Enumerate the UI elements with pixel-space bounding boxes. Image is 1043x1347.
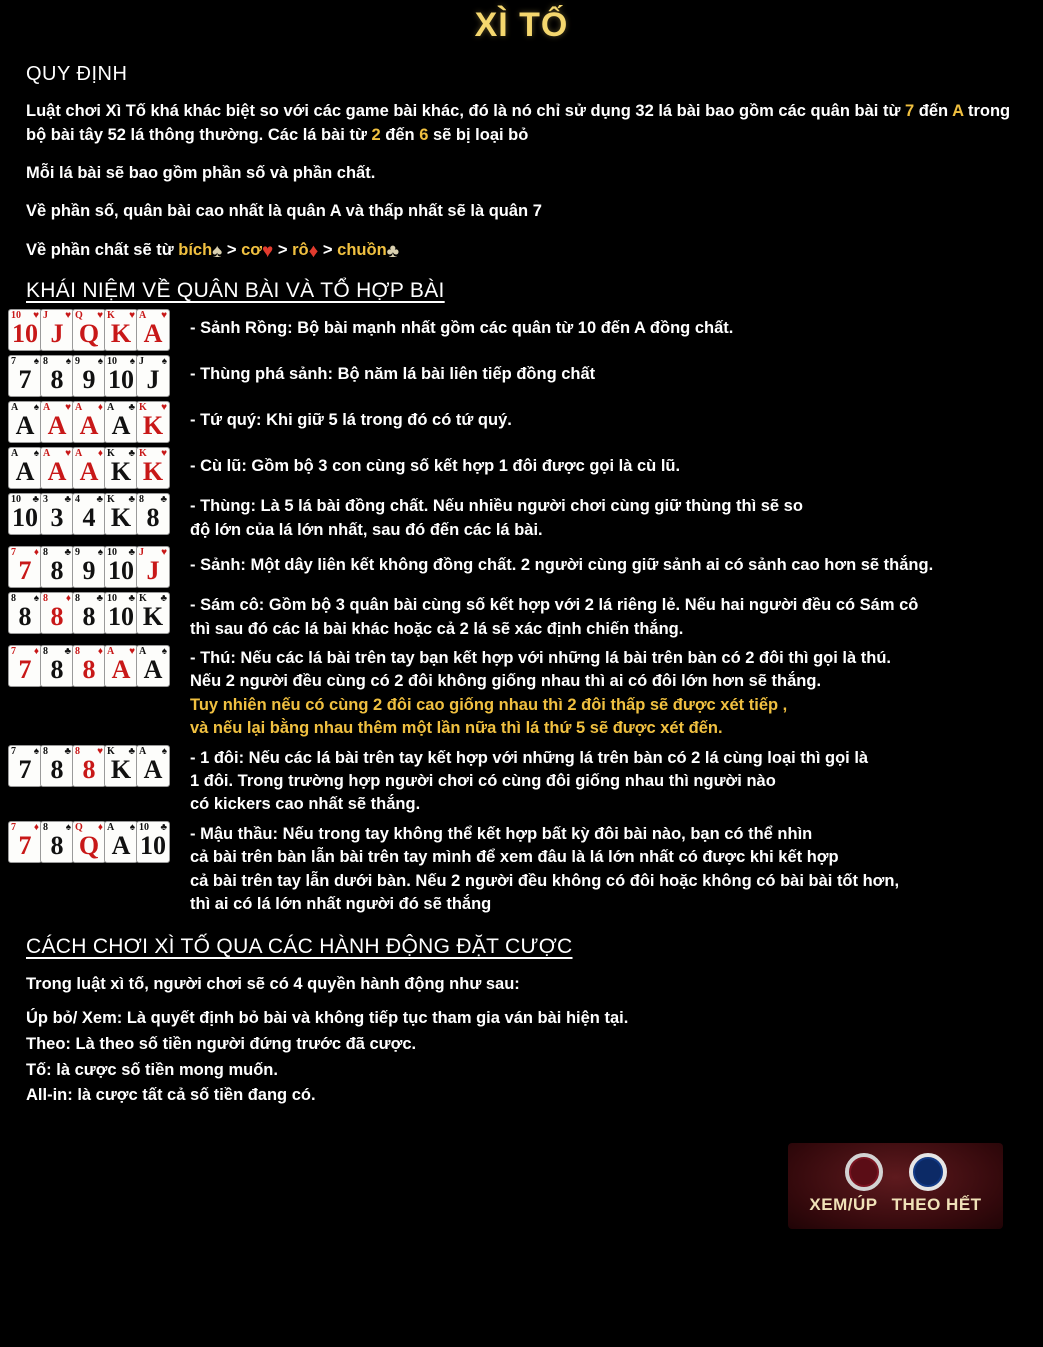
card-rank: A bbox=[107, 645, 115, 657]
playing-card bbox=[72, 592, 106, 634]
playing-card bbox=[136, 592, 170, 634]
card-rank: 10 bbox=[11, 310, 21, 322]
hands-heading: KHÁI NIỆM VỀ QUÂN BÀI VÀ TỔ HỢP BÀI bbox=[26, 279, 445, 303]
rules-paragraph-3: Về phần số, quân bài cao nhất là quân A và thấp nhất sẽ là quân 7 bbox=[26, 201, 542, 220]
hand-cards-mot-doi bbox=[8, 745, 188, 787]
hand-row-thu-hai-doi bbox=[8, 645, 1043, 741]
suit-name-clubs: chuồn bbox=[337, 240, 387, 259]
card-rank-large: 10 bbox=[140, 830, 166, 860]
rules-p1-ace: A bbox=[952, 102, 964, 120]
playing-card bbox=[40, 745, 74, 787]
betting-heading: CÁCH CHƠI XÌ TỐ QUA CÁC HÀNH ĐỘNG ĐẶT CƯỢC bbox=[26, 934, 573, 958]
playing-card bbox=[8, 821, 42, 863]
card-rank: Q bbox=[75, 821, 83, 833]
card-suit-icon: ♣ bbox=[128, 547, 135, 559]
card-rank: A bbox=[75, 448, 83, 460]
card-rank-large: 8 bbox=[50, 754, 64, 784]
playing-card bbox=[40, 355, 74, 397]
card-suit-icon: ♥ bbox=[129, 645, 135, 657]
card-rank: A bbox=[139, 645, 147, 657]
hand-description-line: 1 đôi. Trong trường hợp người chơi có cùng đôi giống nhau thì người nào bbox=[190, 772, 776, 791]
playing-card bbox=[104, 645, 138, 687]
card-suit-icon: ♥ bbox=[161, 448, 167, 460]
hand-description-line: độ lớn của lá lớn nhất, sau đó đến các lá bài. bbox=[190, 520, 543, 539]
betting-intro: Trong luật xì tố, người chơi sẽ có 4 quyền hành động như sau: bbox=[26, 974, 520, 993]
card-rank: 7 bbox=[11, 547, 16, 559]
playing-card bbox=[136, 309, 170, 351]
playing-card bbox=[136, 355, 170, 397]
hand-description-thung bbox=[190, 493, 803, 542]
card-rank: J bbox=[139, 547, 144, 559]
card-rank-large: 8 bbox=[82, 654, 96, 684]
hand-cards-thung-pha-sanh bbox=[8, 355, 188, 397]
hand-description-line: cả bài trên bàn lẫn bài trên tay mình để xem đâu là lá lớn nhất có được khi kết hợp bbox=[190, 848, 839, 867]
card-rank-large: A bbox=[111, 830, 131, 860]
hand-description-line: - Thú: Nếu các lá bài trên tay bạn kết hợp với những lá bài trên bàn có 2 đôi thì gọi là thú. bbox=[190, 648, 891, 667]
card-suit-icon: ♠ bbox=[129, 356, 135, 368]
card-suit-icon: ♣ bbox=[64, 547, 71, 559]
card-rank: K bbox=[139, 448, 147, 460]
playing-card bbox=[136, 821, 170, 863]
playing-card bbox=[8, 745, 42, 787]
card-rank: 3 bbox=[43, 494, 48, 506]
hand-cards-sam-co bbox=[8, 592, 188, 634]
card-suit-icon: ♦ bbox=[97, 821, 103, 833]
hand-description-line: - Sảnh: Một dây liên kết không đồng chất. 2 người cùng giữ sảnh ai có sảnh cao hơn sẽ thắng. bbox=[190, 556, 934, 575]
card-suit-icon: ♦ bbox=[97, 448, 103, 460]
playing-card bbox=[72, 821, 106, 863]
card-rank-large: 10 bbox=[12, 503, 38, 533]
action-definition: Úp bỏ/ Xem: Là quyết định bỏ bài và không tiếp tục tham gia ván bài hiện tại. bbox=[26, 1009, 629, 1028]
playing-card bbox=[40, 592, 74, 634]
card-suit-icon: ♠ bbox=[65, 821, 71, 833]
card-rank: 7 bbox=[11, 745, 16, 757]
card-rank: 4 bbox=[75, 494, 80, 506]
hand-description-line: cả bài trên tay lẫn dưới bàn. Nếu 2 người đều không có đôi hoặc không có bài bài tốt hơn, bbox=[190, 871, 900, 890]
hand-description-note: Tuy nhiên nếu có cùng 2 đôi cao giống nhau thì 2 đôi thấp sẽ được xét tiếp , bbox=[190, 695, 788, 714]
hand-description-sam-co bbox=[190, 592, 918, 641]
card-rank: J bbox=[139, 356, 144, 368]
card-suit-icon: ♠ bbox=[33, 448, 39, 460]
card-rank: K bbox=[107, 494, 115, 506]
action-definition: All-in: là cược tất cả số tiền đang có. bbox=[26, 1086, 316, 1105]
card-suit-icon: ♣ bbox=[96, 593, 103, 605]
card-suit-icon: ♥ bbox=[65, 448, 71, 460]
action-definitions-list bbox=[26, 1006, 1043, 1108]
playing-card bbox=[72, 447, 106, 489]
card-rank-large: 7 bbox=[18, 754, 32, 784]
card-suit-icon: ♠ bbox=[33, 593, 39, 605]
rules-paragraph-1 bbox=[26, 100, 1011, 148]
card-suit-icon: ♣ bbox=[128, 745, 135, 757]
hand-row-thung-pha-sanh bbox=[8, 355, 1043, 397]
playing-card bbox=[72, 309, 106, 351]
card-suit-icon: ♥ bbox=[129, 310, 135, 322]
playing-card bbox=[104, 309, 138, 351]
card-rank-large: K bbox=[110, 319, 132, 349]
heart-icon: ♥ bbox=[262, 240, 274, 262]
playing-card bbox=[8, 493, 42, 535]
playing-card bbox=[8, 546, 42, 588]
card-rank: 7 bbox=[11, 356, 16, 368]
card-suit-icon: ♥ bbox=[97, 745, 103, 757]
card-rank: 8 bbox=[139, 494, 144, 506]
card-rank-large: 7 bbox=[18, 556, 32, 586]
card-suit-icon: ♣ bbox=[160, 821, 167, 833]
card-suit-icon: ♣ bbox=[128, 448, 135, 460]
card-rank-large: A bbox=[79, 457, 99, 487]
playing-card bbox=[72, 745, 106, 787]
card-rank-large: K bbox=[142, 457, 164, 487]
card-suit-icon: ♠ bbox=[161, 745, 167, 757]
card-rank-large: 8 bbox=[50, 830, 64, 860]
rules-p1-part-c: đến bbox=[914, 102, 953, 120]
card-rank-large: K bbox=[110, 754, 132, 784]
card-rank-large: 7 bbox=[18, 365, 32, 395]
hand-description-line: - Cù lũ: Gồm bộ 3 con cùng số kết hợp 1 đôi được gọi là cù lũ. bbox=[190, 457, 681, 476]
hand-row-tu-quy bbox=[8, 401, 1043, 443]
card-suit-icon: ♣ bbox=[64, 645, 71, 657]
card-rank: A bbox=[107, 821, 115, 833]
card-rank-large: 8 bbox=[50, 602, 64, 632]
card-rank: 8 bbox=[43, 356, 48, 368]
playing-card bbox=[104, 745, 138, 787]
hand-description-thu-hai-doi bbox=[190, 645, 891, 741]
card-rank: 7 bbox=[11, 821, 16, 833]
hand-description-cu-lu bbox=[190, 447, 680, 478]
playing-card bbox=[40, 401, 74, 443]
playing-card bbox=[40, 447, 74, 489]
playing-card bbox=[8, 401, 42, 443]
playing-card bbox=[40, 821, 74, 863]
hand-description-sanh-rong bbox=[190, 309, 733, 340]
card-suit-icon: ♦ bbox=[97, 402, 103, 414]
playing-card bbox=[104, 592, 138, 634]
card-rank-large: A bbox=[15, 411, 35, 441]
card-rank-large: A bbox=[47, 457, 67, 487]
card-rank-large: 8 bbox=[50, 654, 64, 684]
hand-description-line: - 1 đôi: Nếu các lá bài trên tay kết hợp với những lá trên bàn có 2 lá cùng loại thì gọi là bbox=[190, 748, 869, 767]
playing-card bbox=[40, 645, 74, 687]
hand-cards-thung bbox=[8, 493, 188, 535]
hand-description-thung-pha-sanh bbox=[190, 355, 595, 386]
card-rank-large: J bbox=[146, 365, 160, 395]
card-rank-large: 8 bbox=[18, 602, 32, 632]
card-suit-icon: ♠ bbox=[129, 821, 135, 833]
card-rank: A bbox=[43, 402, 51, 414]
suit-order-line bbox=[26, 238, 1011, 266]
card-rank-large: A bbox=[143, 654, 163, 684]
card-rank-large: A bbox=[15, 457, 35, 487]
card-suit-icon: ♦ bbox=[33, 645, 39, 657]
rules-p1-six: 6 bbox=[419, 125, 429, 144]
card-rank: A bbox=[75, 402, 83, 414]
betting-actions-graphic bbox=[788, 1143, 1003, 1229]
playing-card bbox=[8, 309, 42, 351]
card-suit-icon: ♣ bbox=[160, 494, 167, 506]
card-rank: Q bbox=[75, 310, 83, 322]
hand-cards-mau-thau bbox=[8, 821, 188, 863]
card-suit-icon: ♥ bbox=[161, 402, 167, 414]
rules-p1-part-a: Luật chơi Xì Tố khá khác biệt so với các game bài khác, đó là nó chỉ sử dụng 32 lá bài bao gồm các quân bài từ bbox=[26, 102, 905, 120]
playing-card bbox=[8, 645, 42, 687]
card-rank: 9 bbox=[75, 356, 80, 368]
hand-description-line: có kickers cao nhất sẽ thắng. bbox=[190, 795, 421, 814]
card-rank-large: 10 bbox=[12, 319, 38, 349]
hand-description-line: - Tứ quý: Khi giữ 5 lá trong đó có tứ quý. bbox=[190, 411, 512, 430]
hand-description-note: và nếu lại bằng nhau thêm một lần nữa thì lá thứ 5 sẽ được xét đến. bbox=[190, 719, 723, 738]
card-rank-large: K bbox=[142, 602, 164, 632]
card-rank: J bbox=[43, 310, 48, 322]
hand-description-line: - Mậu thầu: Nếu trong tay không thể kết hợp bất kỳ đôi bài nào, bạn có thể nhìn bbox=[190, 824, 813, 843]
card-suit-icon: ♣ bbox=[96, 494, 103, 506]
diamond-icon: ♦ bbox=[308, 240, 319, 262]
card-suit-icon: ♠ bbox=[161, 645, 167, 657]
rules-p1-part-e: trong bộ bài tây 52 lá thông thường. Các lá bài từ bbox=[26, 102, 1011, 144]
card-rank: 8 bbox=[75, 645, 80, 657]
call-all-label: THEO HẾT bbox=[891, 1195, 982, 1214]
card-suit-icon: ♥ bbox=[97, 310, 103, 322]
playing-card bbox=[8, 592, 42, 634]
playing-card bbox=[104, 355, 138, 397]
card-rank-large: 10 bbox=[108, 556, 134, 586]
suit-sep-1: > bbox=[226, 240, 237, 259]
hand-description-mot-doi bbox=[190, 745, 868, 817]
card-rank-large: J bbox=[50, 319, 64, 349]
card-suit-icon: ♣ bbox=[128, 402, 135, 414]
hand-cards-thu-hai-doi bbox=[8, 645, 188, 687]
playing-card bbox=[72, 546, 106, 588]
card-rank: 10 bbox=[107, 547, 117, 559]
page-title: XÌ TỐ bbox=[474, 6, 569, 44]
card-rank: A bbox=[139, 745, 147, 757]
suit-order-prefix: Về phần chất sẽ từ bbox=[26, 240, 179, 259]
card-rank-large: 10 bbox=[108, 602, 134, 632]
card-rank: 8 bbox=[11, 593, 16, 605]
rules-p1-seven: 7 bbox=[905, 102, 915, 120]
card-rank: K bbox=[107, 310, 115, 322]
card-rank: K bbox=[139, 593, 147, 605]
card-suit-icon: ♣ bbox=[160, 593, 167, 605]
card-rank: 10 bbox=[11, 494, 21, 506]
card-rank: 10 bbox=[139, 821, 149, 833]
rules-heading: QUY ĐỊNH bbox=[26, 63, 128, 85]
playing-card bbox=[40, 546, 74, 588]
hand-row-mau-thau bbox=[8, 821, 1043, 917]
playing-card bbox=[136, 493, 170, 535]
card-suit-icon: ♦ bbox=[65, 593, 71, 605]
playing-card bbox=[72, 493, 106, 535]
hand-description-line: thì sau đó các lá bài khác hoặc cả 2 lá sẽ xác định chiến thắng. bbox=[190, 619, 684, 638]
hand-cards-sanh bbox=[8, 546, 188, 588]
playing-card bbox=[8, 447, 42, 489]
card-rank: K bbox=[139, 402, 147, 414]
card-rank-large: A bbox=[143, 319, 163, 349]
chip-labels bbox=[788, 1195, 1003, 1215]
hand-description-mau-thau bbox=[190, 821, 899, 917]
hand-cards-cu-lu bbox=[8, 447, 188, 489]
card-rank: 8 bbox=[43, 821, 48, 833]
playing-card bbox=[136, 546, 170, 588]
hand-row-cu-lu bbox=[8, 447, 1043, 489]
hand-row-sanh-rong bbox=[8, 309, 1043, 351]
rules-p1-two: 2 bbox=[371, 125, 381, 144]
playing-card bbox=[40, 309, 74, 351]
playing-card bbox=[136, 447, 170, 489]
card-rank-large: 8 bbox=[146, 503, 160, 533]
card-suit-icon: ♥ bbox=[65, 310, 71, 322]
chip-row bbox=[788, 1143, 1003, 1191]
card-suit-icon: ♠ bbox=[33, 745, 39, 757]
card-rank: 10 bbox=[107, 356, 117, 368]
card-rank-large: 8 bbox=[50, 365, 64, 395]
playing-card bbox=[72, 645, 106, 687]
card-suit-icon: ♥ bbox=[33, 310, 39, 322]
card-rank: 8 bbox=[43, 547, 48, 559]
suit-name-spades: bích bbox=[178, 240, 213, 259]
chip-red-icon[interactable] bbox=[845, 1153, 883, 1191]
card-rank-large: K bbox=[110, 503, 132, 533]
card-rank-large: 8 bbox=[50, 556, 64, 586]
playing-card bbox=[104, 447, 138, 489]
card-rank-large: A bbox=[79, 411, 99, 441]
card-rank-large: 8 bbox=[82, 602, 96, 632]
card-rank-large: K bbox=[110, 457, 132, 487]
card-suit-icon: ♦ bbox=[33, 547, 39, 559]
card-rank-large: Q bbox=[78, 830, 100, 860]
card-suit-icon: ♠ bbox=[97, 547, 103, 559]
card-suit-icon: ♠ bbox=[97, 356, 103, 368]
card-rank-large: 7 bbox=[18, 830, 32, 860]
suit-sep-2: > bbox=[277, 240, 288, 259]
card-rank: A bbox=[11, 402, 19, 414]
card-rank: 10 bbox=[107, 593, 117, 605]
hand-description-line: Nếu 2 người đều cùng có 2 đôi không giống nhau thì ai có đôi lớn hơn sẽ thắng. bbox=[190, 672, 822, 691]
hand-description-sanh bbox=[190, 546, 933, 577]
action-definition: Tố: là cược số tiền mong muốn. bbox=[26, 1060, 278, 1079]
card-suit-icon: ♥ bbox=[161, 310, 167, 322]
rules-p1-part-i: sẽ bị loại bỏ bbox=[428, 125, 529, 144]
card-rank-large: 7 bbox=[18, 654, 32, 684]
hand-row-mot-doi bbox=[8, 745, 1043, 817]
rules-paragraph-2: Mỗi lá bài sẽ bao gồm phần số và phần chất. bbox=[26, 163, 376, 182]
hand-description-line: - Thùng: Là 5 lá bài đồng chất. Nếu nhiều người chơi cùng giữ thùng thì sẽ so bbox=[190, 497, 803, 516]
card-rank-large: 9 bbox=[82, 556, 96, 586]
rules-p1-part-g: đến bbox=[380, 125, 420, 144]
playing-card bbox=[104, 401, 138, 443]
playing-card bbox=[8, 355, 42, 397]
spade-icon: ♠ bbox=[212, 240, 223, 262]
card-suit-icon: ♠ bbox=[65, 356, 71, 368]
card-rank: K bbox=[107, 745, 115, 757]
playing-card bbox=[40, 493, 74, 535]
hand-description-line: - Sám cô: Gồm bộ 3 quân bài cùng số kết hợp với 2 lá riêng lẻ. Nếu hai người đều có Sám cô bbox=[190, 596, 919, 615]
playing-card bbox=[72, 355, 106, 397]
suit-name-hearts: cơ bbox=[241, 240, 263, 259]
hand-description-line: thì ai có lá lớn nhất người đó sẽ thắng bbox=[190, 895, 492, 914]
card-rank: 8 bbox=[75, 593, 80, 605]
card-rank-large: 4 bbox=[82, 503, 96, 533]
hand-description-line: - Sảnh Rồng: Bộ bài mạnh nhất gồm các quân từ 10 đến A đồng chất. bbox=[190, 319, 734, 338]
card-rank-large: K bbox=[142, 411, 164, 441]
card-suit-icon: ♥ bbox=[65, 402, 71, 414]
suit-name-diamonds: rô bbox=[292, 240, 309, 259]
club-icon: ♣ bbox=[386, 240, 400, 262]
hand-row-sanh bbox=[8, 546, 1043, 588]
hand-row-sam-co bbox=[8, 592, 1043, 641]
card-rank-large: J bbox=[146, 556, 160, 586]
check-fold-label: XEM/ÚP bbox=[809, 1195, 878, 1214]
card-rank-large: 3 bbox=[50, 503, 64, 533]
card-rank-large: 9 bbox=[82, 365, 96, 395]
playing-card bbox=[104, 493, 138, 535]
card-suit-icon: ♦ bbox=[33, 821, 39, 833]
hand-cards-sanh-rong bbox=[8, 309, 188, 351]
card-rank-large: 10 bbox=[108, 365, 134, 395]
card-rank: 7 bbox=[11, 645, 16, 657]
card-rank: A bbox=[139, 310, 147, 322]
card-suit-icon: ♠ bbox=[33, 356, 39, 368]
playing-card bbox=[72, 401, 106, 443]
card-rank: 8 bbox=[43, 645, 48, 657]
card-rank: 8 bbox=[75, 745, 80, 757]
card-rank-large: A bbox=[47, 411, 67, 441]
card-rank: K bbox=[107, 448, 115, 460]
card-rank-large: 8 bbox=[82, 754, 96, 784]
card-rank: A bbox=[107, 402, 115, 414]
card-suit-icon: ♥ bbox=[161, 547, 167, 559]
card-suit-icon: ♣ bbox=[64, 494, 71, 506]
playing-card bbox=[104, 821, 138, 863]
playing-card bbox=[136, 401, 170, 443]
card-suit-icon: ♣ bbox=[128, 593, 135, 605]
card-rank-large: A bbox=[111, 411, 131, 441]
card-rank: 8 bbox=[43, 593, 48, 605]
hand-description-line: - Thùng phá sảnh: Bộ năm lá bài liên tiếp đồng chất bbox=[190, 365, 596, 384]
hand-cards-tu-quy bbox=[8, 401, 188, 443]
chip-blue-icon[interactable] bbox=[909, 1153, 947, 1191]
card-suit-icon: ♣ bbox=[32, 494, 39, 506]
card-rank-large: A bbox=[111, 654, 131, 684]
card-rank-large: A bbox=[143, 754, 163, 784]
card-suit-icon: ♣ bbox=[128, 494, 135, 506]
suit-sep-3: > bbox=[322, 240, 333, 259]
hand-row-thung bbox=[8, 493, 1043, 542]
card-rank: A bbox=[11, 448, 19, 460]
action-definition: Theo: Là theo số tiền người đứng trước đã cược. bbox=[26, 1035, 417, 1054]
card-suit-icon: ♣ bbox=[64, 745, 71, 757]
card-rank: 9 bbox=[75, 547, 80, 559]
playing-card bbox=[136, 645, 170, 687]
card-rank: 8 bbox=[43, 745, 48, 757]
playing-card bbox=[104, 546, 138, 588]
card-suit-icon: ♠ bbox=[161, 356, 167, 368]
hand-rankings-list bbox=[0, 309, 1043, 916]
card-suit-icon: ♦ bbox=[97, 645, 103, 657]
card-rank-large: Q bbox=[78, 319, 100, 349]
card-rank: A bbox=[43, 448, 51, 460]
hand-description-tu-quy bbox=[190, 401, 512, 432]
playing-card bbox=[136, 745, 170, 787]
card-suit-icon: ♠ bbox=[33, 402, 39, 414]
